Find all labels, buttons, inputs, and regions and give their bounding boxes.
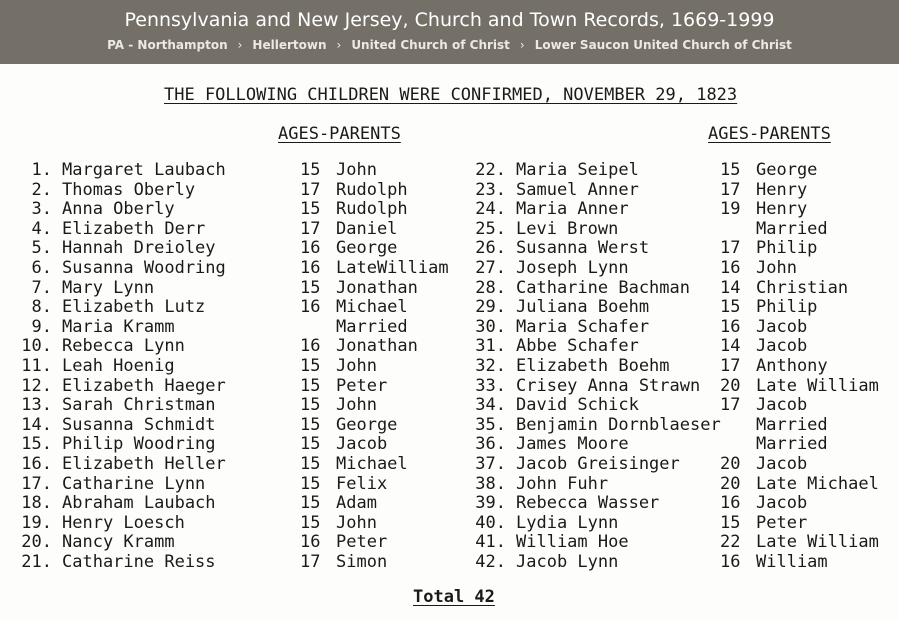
document-image bbox=[0, 64, 899, 620]
child-name: Crisey Anna Strawn bbox=[516, 375, 701, 396]
entry-number: 5. bbox=[31, 238, 52, 259]
list-item bbox=[0, 356, 899, 376]
child-name: Levi Brown bbox=[516, 218, 619, 239]
child-name: Samuel Anner bbox=[516, 179, 639, 200]
parent-name: LateWilliam bbox=[336, 258, 449, 278]
child-age: 16 bbox=[720, 552, 741, 572]
list-item bbox=[0, 219, 899, 239]
entry-number: 1. bbox=[31, 160, 52, 180]
record-header bbox=[0, 0, 899, 64]
entry-number: 40. bbox=[475, 512, 506, 533]
child-age: 16 bbox=[720, 493, 741, 514]
entry-number: 21. bbox=[21, 552, 52, 572]
entry-number: 41. bbox=[475, 532, 506, 553]
entry-number: 27. bbox=[475, 258, 506, 278]
entry-number: 6. bbox=[31, 258, 52, 278]
child-name: Catharine Reiss bbox=[62, 552, 216, 572]
entry-number: 9. bbox=[31, 316, 52, 337]
list-item bbox=[0, 532, 899, 552]
child-age: 15 bbox=[720, 160, 741, 180]
breadcrumb-separator: › bbox=[519, 38, 525, 52]
entry-number: 39. bbox=[475, 493, 506, 514]
entry-number: 37. bbox=[475, 454, 506, 474]
child-name: Elizabeth Derr bbox=[62, 218, 206, 239]
parent-name: Jacob bbox=[756, 336, 808, 357]
child-name: Elizabeth Heller bbox=[62, 454, 226, 474]
child-name: Abraham Laubach bbox=[62, 493, 216, 514]
entry-number: 28. bbox=[475, 277, 506, 298]
parent-name: Late Michael bbox=[756, 473, 879, 494]
entry-number: 3. bbox=[31, 199, 52, 220]
child-name: John Fuhr bbox=[516, 473, 609, 494]
document-heading: THE FOLLOWING CHILDREN WERE CONFIRMED, NOVEMBER 29, 1823 bbox=[164, 85, 738, 105]
parent-name: George bbox=[336, 238, 398, 259]
child-name: Margaret Laubach bbox=[62, 160, 226, 180]
list-item bbox=[0, 376, 899, 396]
child-name: Anna Oberly bbox=[62, 199, 175, 220]
child-age: 15 bbox=[300, 199, 321, 220]
child-name: Juliana Boehm bbox=[516, 297, 650, 318]
child-name: William Hoe bbox=[516, 532, 629, 553]
child-name: Elizabeth Haeger bbox=[62, 375, 226, 396]
parent-name: Henry bbox=[756, 179, 808, 200]
list-item bbox=[0, 395, 899, 415]
entry-number: 11. bbox=[21, 356, 52, 376]
entry-number: 35. bbox=[475, 414, 506, 435]
entry-number: 14. bbox=[21, 414, 52, 435]
list-item bbox=[0, 278, 899, 298]
entry-number: 19. bbox=[21, 512, 52, 533]
parent-name: Henry bbox=[756, 199, 808, 220]
child-name: Elizabeth Lutz bbox=[62, 297, 206, 318]
parent-name: Jonathan bbox=[336, 277, 418, 298]
entry-number: 30. bbox=[475, 316, 506, 337]
child-age: 19 bbox=[720, 199, 741, 220]
entry-number: 32. bbox=[475, 356, 506, 376]
parent-name: Jacob bbox=[756, 316, 808, 337]
parent-name: Anthony bbox=[756, 356, 828, 376]
parent-name: Philip bbox=[756, 238, 818, 259]
child-name: Thomas Oberly bbox=[62, 179, 196, 200]
list-item bbox=[0, 415, 899, 435]
child-age: 22 bbox=[720, 532, 741, 553]
list-item bbox=[0, 238, 899, 258]
child-age: 20 bbox=[720, 375, 741, 396]
child-name: Philip Woodring bbox=[62, 434, 216, 455]
child-name: Lydia Lynn bbox=[516, 512, 619, 533]
entry-number: 26. bbox=[475, 238, 506, 259]
child-name: Maria Schafer bbox=[516, 316, 650, 337]
parent-name: William bbox=[756, 552, 828, 572]
child-age: 15 bbox=[300, 512, 321, 533]
child-age: 15 bbox=[300, 454, 321, 474]
breadcrumb-denomination[interactable]: United Church of Christ bbox=[351, 38, 510, 52]
child-name: Sarah Christman bbox=[62, 395, 216, 416]
parent-name: Jacob bbox=[756, 395, 808, 416]
child-age: 17 bbox=[300, 552, 321, 572]
child-age: 15 bbox=[720, 297, 741, 318]
breadcrumb-church[interactable]: Lower Saucon United Church of Christ bbox=[534, 38, 792, 52]
ages-parents-header-right: AGES-PARENTS bbox=[708, 124, 831, 144]
child-age: 15 bbox=[300, 395, 321, 416]
child-age: 15 bbox=[720, 512, 741, 533]
entry-number: 7. bbox=[31, 277, 52, 298]
entry-number: 18. bbox=[21, 493, 52, 514]
child-name: Maria Seipel bbox=[516, 160, 639, 180]
parent-name: Michael bbox=[336, 297, 408, 318]
parent-name: John bbox=[756, 258, 797, 278]
entry-number: 38. bbox=[475, 473, 506, 494]
parent-name: George bbox=[336, 414, 398, 435]
parent-name: Michael bbox=[336, 454, 408, 474]
child-name: Susanna Werst bbox=[516, 238, 650, 259]
breadcrumb bbox=[0, 38, 899, 52]
child-name: Susanna Woodring bbox=[62, 258, 226, 278]
entry-number: 33. bbox=[475, 375, 506, 396]
parent-name: Felix bbox=[336, 473, 388, 494]
child-name: Maria Anner bbox=[516, 199, 629, 220]
child-name: Jacob Lynn bbox=[516, 552, 619, 572]
child-name: Catharine Bachman bbox=[516, 277, 690, 298]
child-name: Hannah Dreioley bbox=[62, 238, 216, 259]
parent-name: John bbox=[336, 160, 377, 180]
parent-name: Peter bbox=[336, 375, 388, 396]
child-age: 17 bbox=[720, 395, 741, 416]
entry-number: 4. bbox=[31, 218, 52, 239]
child-age: 20 bbox=[720, 473, 741, 494]
child-name: Leah Hoenig bbox=[62, 356, 175, 376]
child-age: 17 bbox=[720, 356, 741, 376]
entry-number: 16. bbox=[21, 454, 52, 474]
child-name: Nancy Kramm bbox=[62, 532, 175, 553]
child-name: Rebecca Wasser bbox=[516, 493, 660, 514]
parent-name: Peter bbox=[336, 532, 388, 553]
child-name: Elizabeth Boehm bbox=[516, 356, 670, 376]
child-age: 16 bbox=[300, 238, 321, 259]
child-age: 17 bbox=[720, 238, 741, 259]
child-name: Maria Kramm bbox=[62, 316, 175, 337]
parent-name: Jacob bbox=[336, 434, 388, 455]
child-name: David Schick bbox=[516, 395, 639, 416]
parent-name: Rudolph bbox=[336, 199, 408, 220]
entry-number: 15. bbox=[21, 434, 52, 455]
child-age: 16 bbox=[300, 297, 321, 318]
collection-title: Pennsylvania and New Jersey, Church and Town Records, 1669-1999 bbox=[124, 9, 775, 31]
entry-number: 31. bbox=[475, 336, 506, 357]
child-age: 17 bbox=[300, 179, 321, 200]
entry-number: 36. bbox=[475, 434, 506, 455]
parent-name: Simon bbox=[336, 552, 388, 572]
child-name: Abbe Schafer bbox=[516, 336, 639, 357]
child-name: Joseph Lynn bbox=[516, 258, 629, 278]
child-name: Jacob Greisinger bbox=[516, 454, 680, 474]
child-age: 15 bbox=[300, 493, 321, 514]
child-age: 15 bbox=[300, 356, 321, 376]
child-age: 15 bbox=[300, 434, 321, 455]
entry-number: 10. bbox=[21, 336, 52, 357]
parent-name: Married bbox=[756, 434, 828, 455]
entry-number: 42. bbox=[475, 552, 506, 572]
breadcrumb-separator: › bbox=[336, 38, 342, 52]
total-count: Total 42 bbox=[413, 587, 495, 607]
child-name: Henry Loesch bbox=[62, 512, 185, 533]
parent-name: Adam bbox=[336, 493, 377, 514]
parent-name: Married bbox=[756, 414, 828, 435]
child-name: Rebecca Lynn bbox=[62, 336, 185, 357]
parent-name: Married bbox=[756, 218, 828, 239]
entry-number: 17. bbox=[21, 473, 52, 494]
list-item bbox=[0, 297, 899, 317]
entry-number: 25. bbox=[475, 218, 506, 239]
entry-number: 22. bbox=[475, 160, 506, 180]
parent-name: Late William bbox=[756, 375, 879, 396]
child-age: 14 bbox=[720, 336, 741, 357]
list-item bbox=[0, 199, 899, 219]
child-age: 15 bbox=[300, 375, 321, 396]
parent-name: George bbox=[756, 160, 818, 180]
list-item bbox=[0, 454, 899, 474]
parent-name: John bbox=[336, 356, 377, 376]
child-age: 16 bbox=[720, 316, 741, 337]
list-item bbox=[0, 493, 899, 513]
child-age: 15 bbox=[300, 160, 321, 180]
list-item bbox=[0, 180, 899, 200]
child-name: Mary Lynn bbox=[62, 277, 155, 298]
child-age: 16 bbox=[720, 258, 741, 278]
child-name: James Moore bbox=[516, 434, 629, 455]
entry-number: 20. bbox=[21, 532, 52, 553]
breadcrumb-county[interactable]: PA - Northampton bbox=[107, 38, 228, 52]
list-item bbox=[0, 513, 899, 533]
child-age: 15 bbox=[300, 473, 321, 494]
child-age: 15 bbox=[300, 414, 321, 435]
parent-name: Peter bbox=[756, 512, 808, 533]
entry-number: 23. bbox=[475, 179, 506, 200]
entry-number: 2. bbox=[31, 179, 52, 200]
child-age: 20 bbox=[720, 454, 741, 474]
entry-number: 8. bbox=[31, 297, 52, 318]
parent-name: Philip bbox=[756, 297, 818, 318]
child-name: Catharine Lynn bbox=[62, 473, 206, 494]
parent-name: Jacob bbox=[756, 454, 808, 474]
list-item bbox=[0, 317, 899, 337]
entry-number: 13. bbox=[21, 395, 52, 416]
list-item bbox=[0, 474, 899, 494]
parent-name: Rudolph bbox=[336, 179, 408, 200]
list-item bbox=[0, 434, 899, 454]
parent-name: Jonathan bbox=[336, 336, 418, 357]
entry-number: 12. bbox=[21, 375, 52, 396]
list-item bbox=[0, 552, 899, 572]
parent-name: John bbox=[336, 395, 377, 416]
parent-name: Daniel bbox=[336, 218, 398, 239]
list-item bbox=[0, 336, 899, 356]
child-age: 16 bbox=[300, 258, 321, 278]
entry-number: 34. bbox=[475, 395, 506, 416]
parent-name: Christian bbox=[756, 277, 849, 298]
ages-parents-header-left: AGES-PARENTS bbox=[278, 124, 401, 144]
entry-number: 29. bbox=[475, 297, 506, 318]
entry-number: 24. bbox=[475, 199, 506, 220]
child-age: 17 bbox=[720, 179, 741, 200]
parent-name: Jacob bbox=[756, 493, 808, 514]
child-age: 16 bbox=[300, 336, 321, 357]
child-age: 16 bbox=[300, 532, 321, 553]
child-name: Benjamin Dornblaeser bbox=[516, 414, 721, 435]
child-age: 17 bbox=[300, 218, 321, 239]
child-name: Susanna Schmidt bbox=[62, 414, 216, 435]
breadcrumb-separator: › bbox=[237, 38, 243, 52]
child-age: 14 bbox=[720, 277, 741, 298]
breadcrumb-town[interactable]: Hellertown bbox=[252, 38, 327, 52]
list-item bbox=[0, 160, 899, 180]
child-age: 15 bbox=[300, 277, 321, 298]
parent-name: John bbox=[336, 512, 377, 533]
parent-name: Late William bbox=[756, 532, 879, 553]
parent-name: Married bbox=[336, 316, 408, 337]
list-item bbox=[0, 258, 899, 278]
